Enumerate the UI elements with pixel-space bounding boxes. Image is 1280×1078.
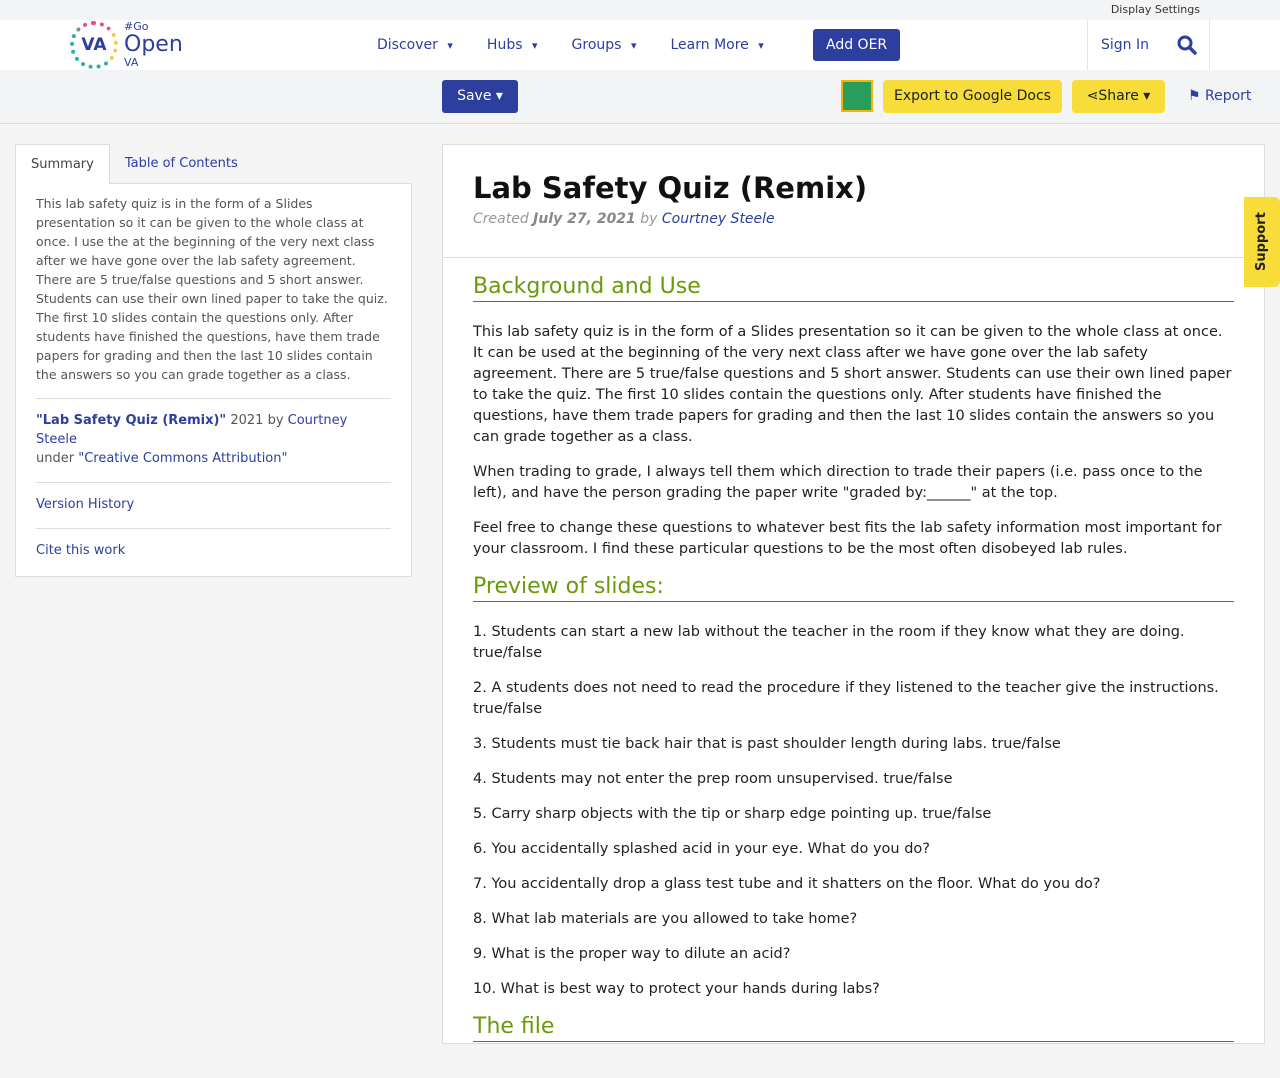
created-date: July 27, 2021	[533, 211, 636, 227]
version-history-link[interactable]: Version History	[36, 497, 135, 512]
share-label: Share	[1098, 88, 1139, 104]
cite-section	[36, 528, 391, 560]
slide-item: 10. What is best way to protect your hands during labs?	[473, 981, 880, 997]
main-nav	[0, 20, 1280, 70]
slide-item: 4. Students may not enter the prep room unsupervised. true/false	[473, 771, 953, 787]
report-label: Report	[1205, 88, 1252, 104]
slide-item: 8. What lab materials are you allowed to take home?	[473, 911, 858, 927]
paragraph: This lab safety quiz is in the form of a Slides presentation so it can be given to the whole class at once. It can be used at the beginning of the very next class after we have gone over the lab safety agreement. There are 5 true/false questions and 5 short answer. Students can use their own lined paper to take the quiz. The first 10 slides contain the questions only. After students have finished the questions, have them trade papers for grading and then the last 10 slides contain the answers so you can grade together as a class.	[473, 324, 1232, 445]
slide-item: 6. You accidentally splashed acid in your eye. What do you do?	[473, 841, 930, 857]
author-link[interactable]: Courtney Steele	[661, 211, 775, 227]
nav-learn-more[interactable]: Learn More ▾	[671, 37, 764, 53]
nav-menu	[377, 20, 764, 70]
nav-hubs[interactable]: Hubs ▾	[487, 37, 538, 53]
logo-va: VA	[81, 35, 107, 55]
slide-item: 9. What is the proper way to dilute an acid?	[473, 946, 791, 962]
tab-table-of-contents[interactable]: Table of Contents	[124, 156, 238, 171]
resource-main	[442, 144, 1265, 1044]
version-history-section	[36, 482, 391, 514]
support-tab[interactable]: Support	[1244, 197, 1280, 287]
logo-go: #Go	[124, 20, 149, 33]
created-label: Created	[473, 211, 534, 227]
attribution	[36, 398, 391, 468]
search-icon[interactable]	[1177, 35, 1197, 55]
heading-preview: Preview of slides:	[473, 574, 1234, 602]
cite-link[interactable]: Cite this work	[36, 543, 126, 558]
slide-item: 1. Students can start a new lab without the teacher in the room if they know what they are doing. true/false	[473, 624, 1185, 661]
logo-open: Open	[124, 32, 183, 57]
summary-text: This lab safety quiz is in the form of a Slides presentation so it can be given to the whole class at once. I use the at the beginning of the very next class after we have gone over the lab safety agreement. There are 5 true/false questions and 5 short answer. Students can use their own lined paper to take the quiz. The first 10 slides contain the questions only. After students have finished the questions, have them trade papers for grading and then the last 10 slides contain the answers so you can grade together as a class.	[36, 196, 388, 382]
save-label: Save	[457, 88, 492, 104]
sidebar-tabs	[15, 144, 412, 184]
report-button[interactable]	[1188, 80, 1251, 113]
attribution-under: under	[36, 451, 79, 466]
sign-in-link[interactable]: Sign In	[1101, 37, 1149, 53]
resource-content	[443, 258, 1264, 1078]
nav-discover[interactable]: Discover ▾	[377, 37, 453, 53]
attribution-year: 2021 by	[226, 413, 288, 428]
resource-header	[443, 145, 1264, 258]
heading-file: The file	[473, 1014, 1234, 1042]
save-button[interactable]: Save ▾	[442, 80, 518, 113]
slide-item: 5. Carry sharp objects with the tip or sharp edge pointing up. true/false	[473, 806, 992, 822]
nav-groups[interactable]: Groups ▾	[572, 37, 637, 53]
add-oer-button[interactable]: Add OER	[813, 29, 900, 61]
share-icon: ⋖	[1086, 88, 1099, 104]
paragraph: Feel free to change these questions to whatever best fits the lab safety information most important for your classroom. I find these particular questions to be the most often disobeyed lab rules.	[473, 520, 1222, 557]
share-button[interactable]: ⋖Share ▾	[1072, 80, 1165, 113]
flag-icon: ⚑	[1188, 88, 1201, 104]
license-link[interactable]: "Creative Commons Attribution"	[78, 451, 288, 466]
by-label: by	[635, 211, 662, 227]
logo-ring	[70, 21, 118, 69]
logo-va2: VA	[124, 56, 139, 69]
attribution-title-link[interactable]: "Lab Safety Quiz (Remix)"	[36, 413, 227, 428]
slide-item: 2. A students does not need to read the procedure if they listened to the teacher give the instructions. true/false	[473, 680, 1219, 717]
attribution-author-link[interactable]: Courtney Steele	[36, 413, 348, 447]
export-google-docs-button[interactable]: Export to Google Docs	[883, 80, 1062, 113]
created-meta	[473, 211, 1234, 227]
sidebar	[15, 144, 412, 577]
page-title: Lab Safety Quiz (Remix)	[473, 171, 868, 205]
logo-text	[124, 18, 183, 72]
slide-item: 7. You accidentally drop a glass test tube and it shatters on the floor. What do you do?	[473, 876, 1101, 892]
paragraph: When trading to grade, I always tell them which direction to trade their papers (i.e. pass once to the left), and have the person grading the paper write "graded by:______" at the top.	[473, 464, 1203, 501]
tab-summary[interactable]: Summary	[15, 144, 110, 184]
resource-toolbar	[0, 70, 1280, 124]
account-area	[1087, 20, 1210, 70]
display-settings-link[interactable]: Display Settings	[1110, 3, 1200, 16]
heading-background: Background and Use	[473, 274, 1234, 302]
slide-item: 3. Students must tie back hair that is past shoulder length during labs. true/false	[473, 736, 1061, 752]
goopen-va-logo[interactable]	[70, 20, 183, 70]
top-bar	[0, 0, 1280, 20]
google-classroom-icon[interactable]	[841, 80, 873, 112]
summary-panel	[15, 183, 412, 577]
